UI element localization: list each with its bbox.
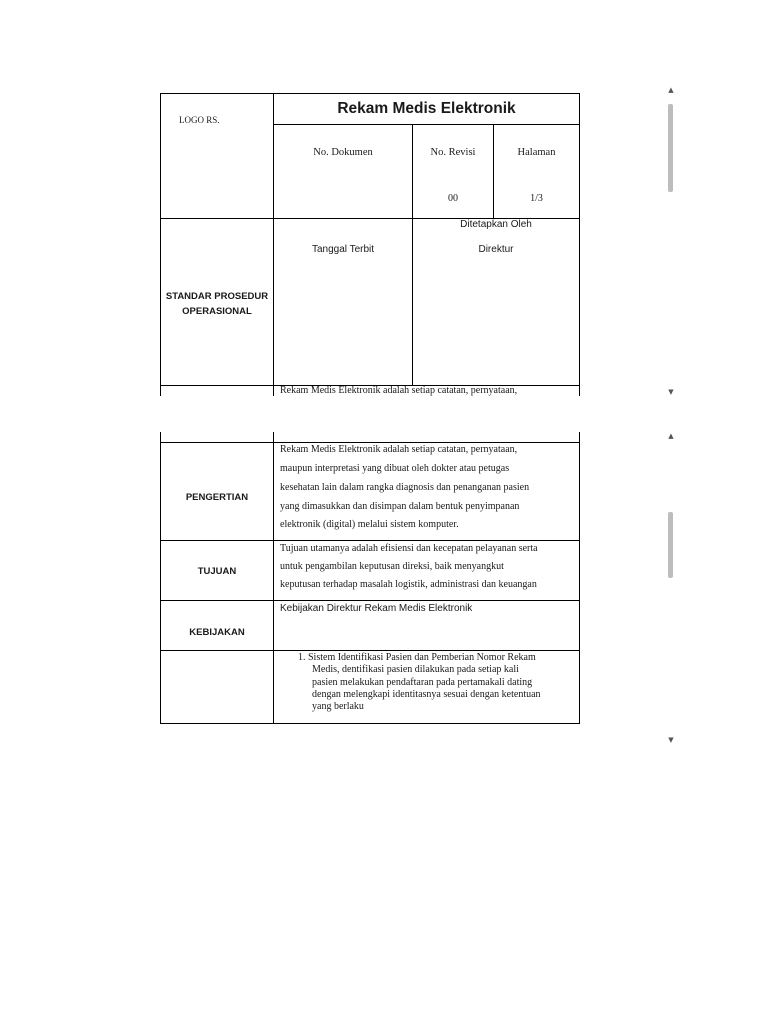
title-divider	[273, 124, 580, 125]
prosedur-line: Medis, dentifikasi pasien dilakukan pada setiap kali	[312, 664, 519, 675]
page-frame-bottom	[96, 432, 666, 744]
scrollbar-bottom[interactable]	[666, 432, 676, 744]
pengertian-line: maupun interpretasi yang dibuat oleh dokter atau petugas	[280, 463, 510, 474]
no-revisi-value: 00	[448, 193, 458, 204]
scroll-thumb[interactable]	[668, 104, 673, 192]
table-border-right	[579, 432, 580, 724]
prosedur-line: dengan melengkapi identitasnya sesuai dengan ketentuan	[312, 689, 541, 700]
table-border-left	[160, 93, 161, 396]
tujuan-label: TUJUAN	[197, 566, 237, 577]
table-border-top	[160, 93, 580, 94]
row-divider-top	[160, 442, 580, 443]
kebijakan-text: Kebijakan Direktur Rekam Medis Elektronik	[280, 603, 473, 614]
row-divider-kebijakan	[160, 650, 580, 651]
row-divider-pengertian	[160, 540, 580, 541]
pengertian-line: kesehatan lain dalam rangka diagnosis dan penanganan pasien	[280, 482, 530, 493]
prosedur-line: yang berlaku	[312, 701, 364, 712]
tujuan-line: keputusan terhadap masalah logistik, administrasi dan keuangan	[280, 579, 537, 590]
halaman-value: 1/3	[530, 193, 543, 204]
no-dokumen-label: No. Dokumen	[313, 147, 373, 158]
tanggal-terbit-label: Tanggal Terbit	[311, 244, 375, 255]
halaman-label: Halaman	[517, 147, 556, 158]
pengertian-line: yang dimasukkan dan disimpan dalam bentuk penyimpanan	[280, 501, 520, 512]
scroll-down-icon[interactable]: ▼	[668, 736, 674, 744]
scroll-thumb[interactable]	[668, 512, 673, 578]
column-divider	[273, 432, 274, 724]
prosedur-line: pasien melakukan pendaftaran pada pertamakali dating	[312, 677, 533, 688]
row-divider-tujuan	[160, 600, 580, 601]
table-border-bottom	[160, 723, 580, 724]
document-title: Rekam Medis Elektronik	[337, 100, 516, 117]
tujuan-line: untuk pengambilan keputusan direksi, baik menyangkut	[280, 561, 504, 572]
scroll-down-icon[interactable]: ▼	[668, 388, 674, 396]
direktur-label: Direktur	[478, 244, 514, 255]
sop-label-line2: OPERASIONAL	[182, 306, 252, 317]
sop-label-line1: STANDAR PROSEDUR	[165, 291, 269, 302]
table-border-right	[579, 93, 580, 396]
scroll-up-icon[interactable]: ▲	[668, 432, 674, 440]
kebijakan-label: KEBIJAKAN	[189, 627, 245, 638]
logo-placeholder: LOGO RS.	[179, 115, 220, 125]
no-revisi-label: No. Revisi	[430, 147, 476, 158]
scrollbar-top[interactable]	[666, 86, 676, 396]
pengertian-line: Rekam Medis Elektronik adalah setiap catatan, pernyataan,	[280, 444, 518, 455]
prosedur-line: 1. Sistem Identifikasi Pasien dan Pemberian Nomor Rekam	[298, 652, 536, 663]
tujuan-line: Tujuan utamanya adalah efisiensi dan kecepatan pelayanan serta	[280, 543, 538, 554]
scroll-up-icon[interactable]: ▲	[668, 86, 674, 94]
pengertian-preview-text: Rekam Medis Elektronik adalah setiap catatan, pernyataan,	[280, 385, 518, 396]
ditetapkan-label: Ditetapkan Oleh	[460, 219, 532, 230]
pengertian-line: elektronik (digital) melalui sistem komputer.	[280, 519, 459, 530]
table-border-left	[160, 432, 161, 724]
pengertian-label: PENGERTIAN	[185, 492, 249, 503]
page-frame-top	[96, 86, 666, 396]
